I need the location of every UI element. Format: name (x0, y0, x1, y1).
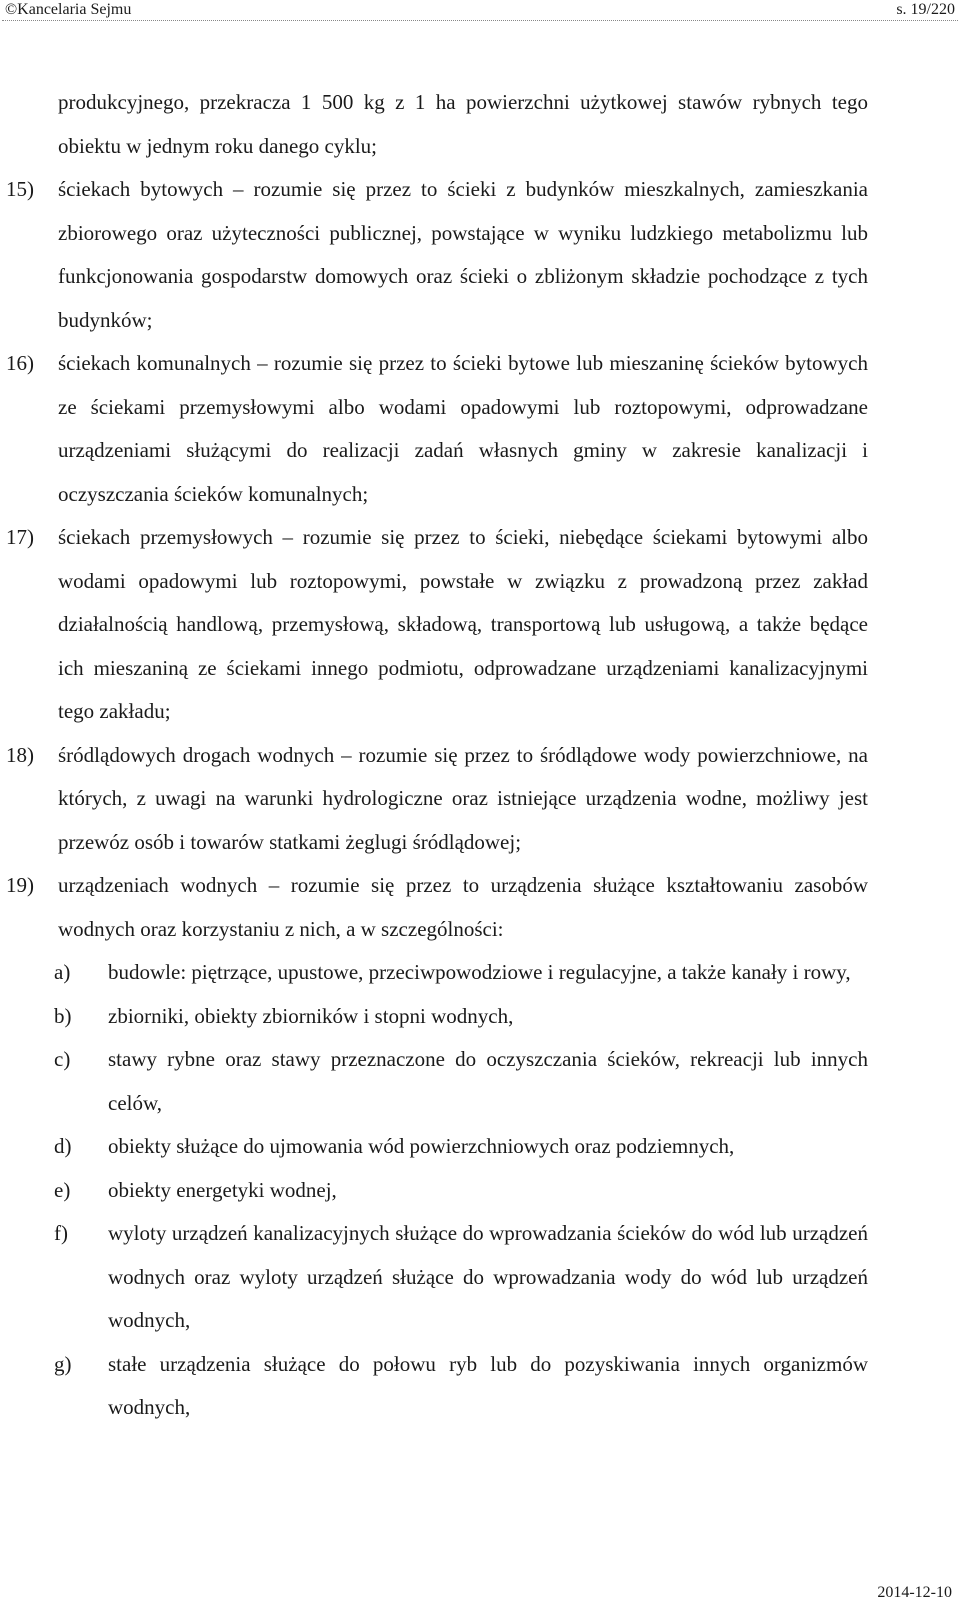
item-number: 18) (6, 742, 34, 767)
subitem-letter: d) (54, 1134, 72, 1158)
subitem-letter: b) (54, 1003, 72, 1028)
document-date: 2014-12-10 (877, 1584, 952, 1601)
header-divider (2, 20, 958, 21)
item-number: 16) (6, 351, 34, 375)
item-number: 15) (6, 177, 34, 201)
subitem-letter: e) (54, 1177, 71, 1202)
item-number: 19) (6, 873, 34, 897)
item-number: 17) (6, 525, 34, 549)
subitem-letter: c) (54, 1047, 71, 1071)
definition-item-18 (0, 734, 960, 865)
subitem-f (0, 1212, 960, 1343)
item-text: urządzeniach wodnych – rozumie się przez to urządzenia służące kształtowaniu zasobów wodnych oraz korzystaniu z nich, a w szczególności: (58, 873, 868, 941)
item-text: ściekach przemysłowych – rozumie się przez to ścieki, niebędące ściekami bytowymi albo wodami opadowymi lub roztopowymi, powstałe w związku z prowadzoną przez zakład działalnością handlową, przemysłową, składową, transportową lub usługową, a także będące ich mieszaniną ze ściekami innego podmiotu, odprowadzane urządzeniami kanalizacyjnymi tego zakładu; (58, 525, 868, 723)
subitem-d (0, 1125, 960, 1169)
definition-item-19 (0, 864, 960, 951)
subitem-b (0, 995, 960, 1039)
intro-paragraph: produkcyjnego, przekracza 1 500 kg z 1 ha powierzchni użytkowej stawów rybnych tego obiektu w jednym roku danego cyklu; (58, 90, 868, 158)
item-text: ściekach bytowych – rozumie się przez to ścieki z budynków mieszkalnych, zamieszkania zbiorowego oraz użyteczności publicznej, powstające w wyniku ludzkiego metabolizmu lub funkcjonowania gospodarstw domowych oraz ścieki o zbliżonym składzie pochodzące z tych budynków; (58, 177, 868, 332)
page-number: s. 19/220 (896, 1, 955, 18)
subitem-text: stałe urządzenia służące do połowu ryb lub do pozyskiwania innych organizmów wodnych, (108, 1351, 868, 1419)
item-text: ściekach komunalnych – rozumie się przez to ścieki bytowe lub mieszaninę ścieków bytowych ze ściekami przemysłowymi albo wodami opadowymi lub roztopowymi, odprowadzane urządzeniami służącymi do realizacji zadań własnych gminy w zakresie kanalizacji i oczyszczania ścieków komunalnych; (58, 351, 868, 506)
subitem-a (0, 951, 960, 995)
subitem-g (0, 1343, 960, 1430)
subitem-text: zbiorniki, obiekty zbiorników i stopni wodnych, (108, 1003, 514, 1028)
document-body (0, 81, 960, 1430)
subitem-text: stawy rybne oraz stawy przeznaczone do oczyszczania ścieków, rekreacji lub innych celów, (108, 1047, 868, 1115)
definition-item-16 (0, 342, 960, 516)
subitem-text: wyloty urządzeń kanalizacyjnych służące do wprowadzania ścieków do wód lub urządzeń wodnych oraz wyloty urządzeń służące do wprowadzania wody do wód lub urządzeń wodnych, (108, 1221, 868, 1332)
definition-item-15 (0, 168, 960, 342)
subitem-c (0, 1038, 960, 1125)
subitem-text: obiekty służące do ujmowania wód powierzchniowych oraz podziemnych, (108, 1134, 735, 1158)
subitem-letter: f) (54, 1221, 68, 1245)
subitem-letter: g) (54, 1351, 72, 1376)
definition-item-17 (0, 516, 960, 734)
copyright-label: ©Kancelaria Sejmu (5, 1, 132, 18)
subitem-text: budowle: piętrzące, upustowe, przeciwpowodziowe i regulacyjne, a także kanały i rowy, (108, 960, 851, 984)
subitem-e (0, 1169, 960, 1213)
subitem-letter: a) (54, 960, 71, 984)
page-header (0, 0, 960, 22)
subitem-text: obiekty energetyki wodnej, (108, 1177, 337, 1202)
item-text: śródlądowych drogach wodnych – rozumie się przez to śródlądowe wody powierzchniowe, na których, z uwagi na warunki hydrologiczne oraz istniejące urządzenia wodne, możliwy jest przewóz osób i towarów statkami żeglugi śródlądowej; (58, 742, 868, 854)
